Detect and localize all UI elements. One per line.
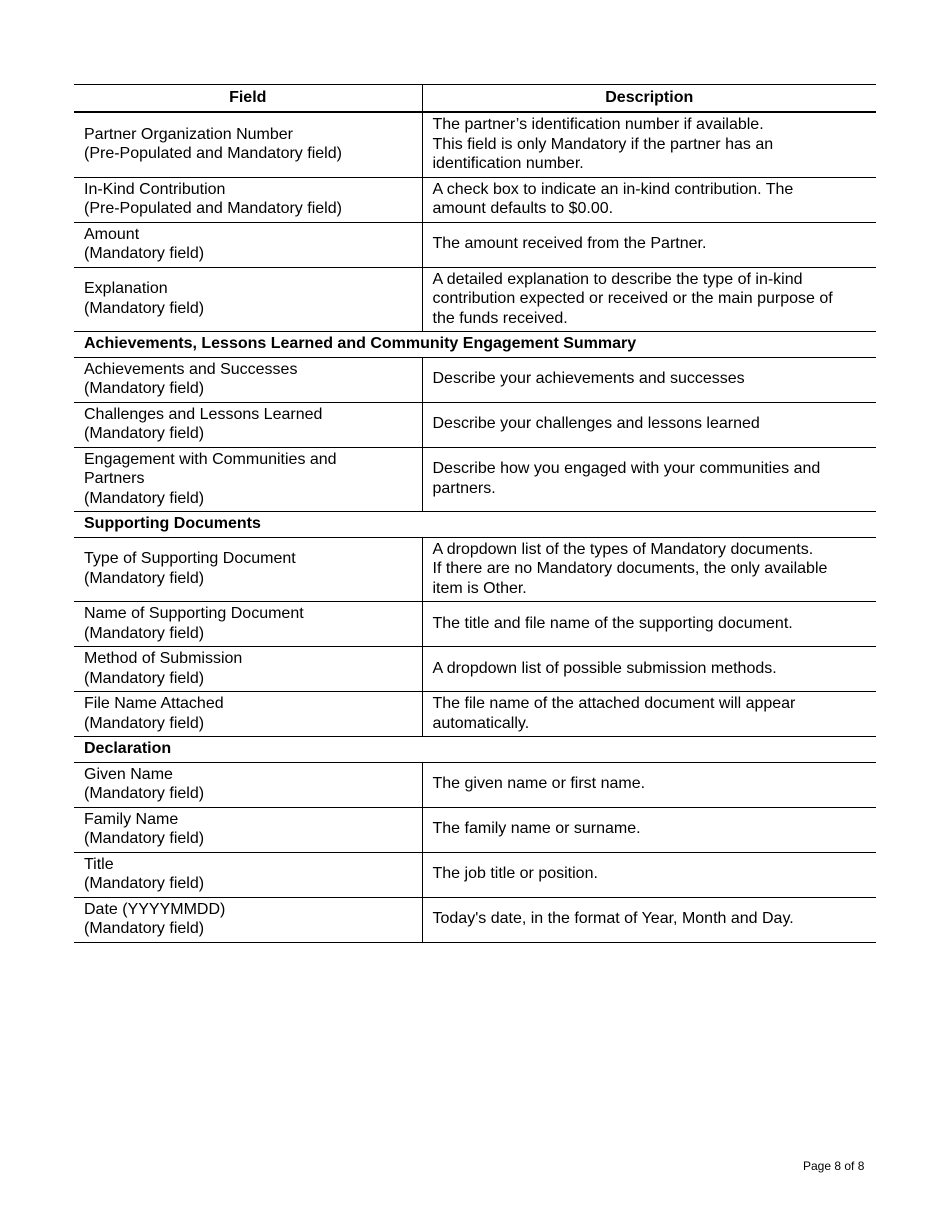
description-text-line: The amount received from the Partner. [432, 235, 707, 253]
table-row [74, 177, 876, 222]
field-text-line: (Mandatory field) [84, 380, 205, 397]
description-text-line: A dropdown list of the types of Mandatory documents. [432, 540, 814, 558]
description-text-line: contribution expected or received or the main purpose of [432, 290, 833, 307]
field-cell [74, 447, 422, 512]
table-row [74, 537, 876, 602]
field-text-line: Name of Supporting Document [84, 605, 304, 622]
field-column-header: Field [74, 85, 422, 113]
description-text-line: A check box to indicate an in-kind contribution. The [432, 180, 794, 198]
field-text-line: Method of Submission [84, 650, 243, 667]
field-cell [74, 692, 422, 737]
description-text-line: Describe your achievements and successes [432, 370, 745, 388]
description-cell [422, 357, 876, 402]
section-title: Declaration [74, 737, 876, 763]
description-text-line: Describe how you engaged with your communities and [432, 460, 821, 478]
description-text-line: The partner’s identification number if available. [432, 116, 764, 133]
description-cell [422, 762, 876, 807]
description-cell [422, 897, 876, 942]
table-row [74, 762, 876, 807]
description-cell [422, 852, 876, 897]
field-text-line: (Mandatory field) [84, 875, 205, 892]
table-row [74, 357, 876, 402]
field-text-line: Engagement with Communities and [84, 450, 337, 468]
field-text-line: Date (YYYYMMDD) [84, 900, 226, 918]
section-header-row [74, 737, 876, 763]
description-cell [422, 537, 876, 602]
description-text-line: This field is only Mandatory if the partner has an [432, 135, 774, 153]
table-header-row [74, 85, 876, 113]
table-row [74, 807, 876, 852]
table-body [74, 112, 876, 942]
table-row [74, 852, 876, 897]
description-cell [422, 222, 876, 267]
description-text-line: the funds received. [432, 309, 568, 327]
field-text-line: (Mandatory field) [84, 624, 205, 642]
field-cell [74, 112, 422, 177]
description-text-line: The file name of the attached document will appear [432, 695, 796, 712]
field-cell [74, 852, 422, 897]
description-cell [422, 602, 876, 647]
section-title: Achievements, Lessons Learned and Community Engagement Summary [74, 332, 876, 358]
field-text-line: Achievements and Successes [84, 360, 298, 378]
field-text-line: (Mandatory field) [84, 245, 205, 262]
field-text-line: Partners [84, 470, 145, 487]
field-cell [74, 647, 422, 692]
field-text-line: Challenges and Lessons Learned [84, 405, 323, 423]
field-cell [74, 222, 422, 267]
description-text-line: automatically. [432, 714, 530, 732]
field-cell [74, 177, 422, 222]
field-text-line: Partner Organization Number [84, 125, 293, 143]
field-text-line: Given Name [84, 765, 173, 783]
field-description-table [74, 84, 876, 943]
field-text-line: (Mandatory field) [84, 669, 205, 687]
table-row [74, 112, 876, 177]
field-cell [74, 267, 422, 332]
table-row [74, 402, 876, 447]
description-text-line: If there are no Mandatory documents, the only available [432, 560, 828, 577]
field-cell [74, 602, 422, 647]
field-text-line: (Mandatory field) [84, 714, 205, 732]
description-cell [422, 647, 876, 692]
description-text-line: A detailed explanation to describe the type of in-kind [432, 270, 803, 288]
description-cell [422, 112, 876, 177]
description-cell [422, 177, 876, 222]
table-row [74, 222, 876, 267]
field-text-line: (Mandatory field) [84, 569, 205, 587]
description-cell [422, 692, 876, 737]
description-text-line: The title and file name of the supporting document. [432, 614, 793, 632]
table-row [74, 267, 876, 332]
field-text-line: (Pre-Populated and Mandatory field) [84, 200, 342, 217]
description-text-line: item is Other. [432, 579, 527, 597]
field-cell [74, 762, 422, 807]
field-text-line: (Mandatory field) [84, 425, 205, 442]
field-text-line: Type of Supporting Document [84, 550, 296, 568]
table-row [74, 692, 876, 737]
description-text-line: The family name or surname. [432, 820, 641, 838]
field-cell [74, 537, 422, 602]
table-row [74, 897, 876, 942]
field-text-line: (Mandatory field) [84, 299, 205, 317]
field-cell [74, 357, 422, 402]
field-text-line: Family Name [84, 810, 179, 828]
description-text-line: A dropdown list of possible submission methods. [432, 659, 777, 677]
description-cell [422, 447, 876, 512]
field-text-line: Title [84, 855, 114, 873]
description-cell [422, 807, 876, 852]
field-text-line: (Mandatory field) [84, 920, 205, 937]
description-cell [422, 267, 876, 332]
field-text-line: (Mandatory field) [84, 830, 205, 847]
section-header-row [74, 512, 876, 538]
section-header-row [74, 332, 876, 358]
field-cell [74, 807, 422, 852]
field-text-line: (Pre-Populated and Mandatory field) [84, 145, 342, 163]
section-title: Supporting Documents [74, 512, 876, 538]
description-text-line: Today's date, in the format of Year, Month and Day. [432, 910, 794, 928]
field-cell [74, 897, 422, 942]
field-text-line: Amount [84, 225, 140, 243]
description-column-header: Description [422, 85, 876, 113]
table-row [74, 647, 876, 692]
field-text-line: (Mandatory field) [84, 489, 205, 507]
description-text-line: The job title or position. [432, 865, 598, 883]
description-cell [422, 402, 876, 447]
field-cell [74, 402, 422, 447]
table-row [74, 447, 876, 512]
description-text-line: amount defaults to $0.00. [432, 200, 614, 217]
page-number: Page 8 of 8 [803, 1159, 865, 1173]
field-text-line: File Name Attached [84, 695, 224, 712]
field-text-line: In-Kind Contribution [84, 180, 226, 198]
field-text-line: (Mandatory field) [84, 785, 205, 802]
description-text-line: The given name or first name. [432, 775, 646, 793]
description-text-line: identification number. [432, 155, 584, 172]
description-text-line: Describe your challenges and lessons learned [432, 415, 760, 433]
description-text-line: partners. [432, 479, 496, 497]
field-text-line: Explanation [84, 280, 168, 298]
table-row [74, 602, 876, 647]
